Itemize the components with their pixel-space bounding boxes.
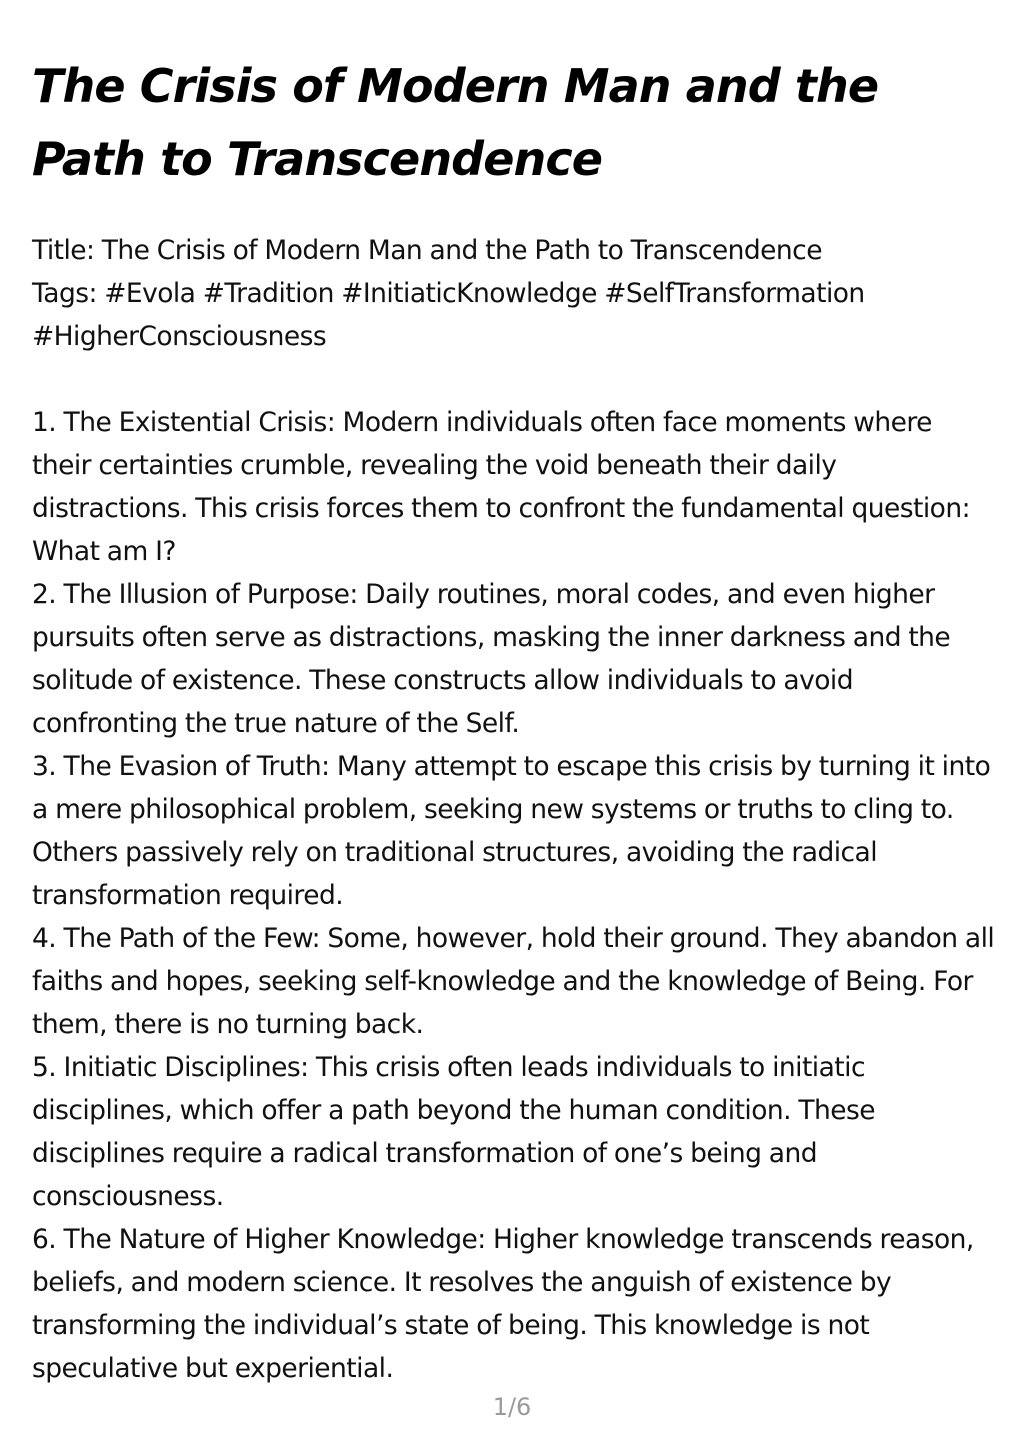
title-line: Title: The Crisis of Modern Man and the Path to Transcendence	[32, 235, 822, 266]
document-page	[32, 50, 997, 1390]
list-item-4: 4. The Path of the Few: Some, however, hold their ground. They abandon all faiths and hopes, seeking self-knowledge and the knowledge of Being. For them, there is no turning back.	[32, 923, 995, 1040]
document-heading: The Crisis of Modern Man and the Path to Transcendence	[32, 59, 879, 186]
document-body	[32, 229, 997, 1390]
blank-line	[32, 358, 997, 401]
page-indicator: 1/6	[492, 1393, 532, 1421]
list-item-1: 1. The Existential Crisis: Modern individuals often face moments where their certainties crumble, revealing the void beneath their daily distractions. This crisis forces them to confront the fundamental question: What am I?	[32, 407, 970, 567]
list-item-2: 2. The Illusion of Purpose: Daily routines, moral codes, and even higher pursuits often serve as distractions, masking the inner darkness and the solitude of existence. These constructs allow individuals to avoid confronting the true nature of the Self.	[32, 579, 951, 739]
list-item-5: 5. Initiatic Disciplines: This crisis often leads individuals to initiatic disciplines, which offer a path beyond the human condition. These disciplines require a radical transformation of one’s being and consciousness.	[32, 1052, 876, 1212]
tags-line: Tags: #Evola #Tradition #InitiaticKnowledge #SelfTransformation #HigherConsciousness	[32, 278, 865, 352]
list-item-6: 6. The Nature of Higher Knowledge: Higher knowledge transcends reason, beliefs, and modern science. It resolves the anguish of existence by transforming the individual’s state of being. This knowledge is not speculative but experiential.	[32, 1224, 974, 1384]
list-item-3: 3. The Evasion of Truth: Many attempt to escape this crisis by turning it into a mere philosophical problem, seeking new systems or truths to cling to. Others passively rely on traditional structures, avoiding the radical transformation required.	[32, 751, 991, 911]
